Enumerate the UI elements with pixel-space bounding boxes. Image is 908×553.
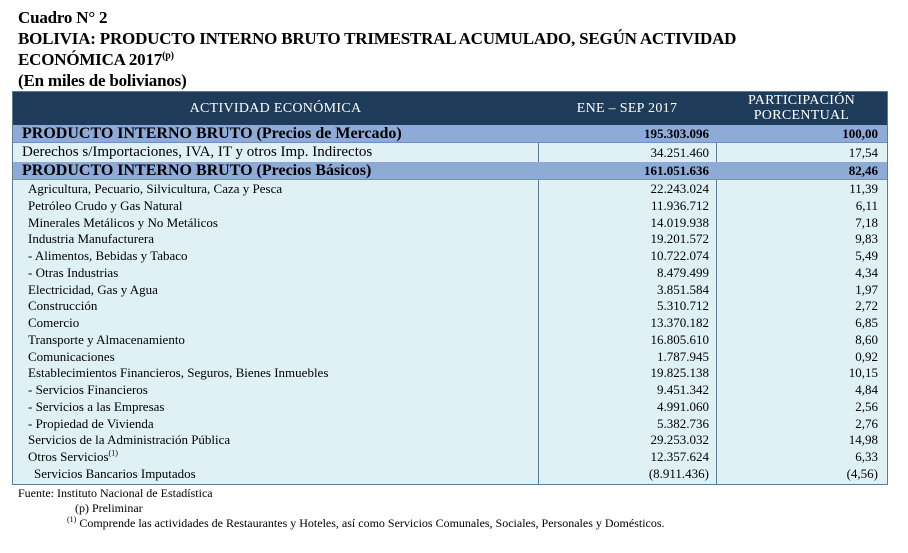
row-value: 22.243.024	[650, 181, 709, 196]
row-label: Petróleo Crudo y Gas Natural	[28, 197, 183, 213]
gdp-table	[12, 91, 888, 485]
table-units: (En miles de bolivianos)	[18, 71, 187, 90]
row-share: 82,46	[848, 163, 878, 178]
header-period: ENE – SEP 2017	[576, 101, 678, 116]
row-share: 9,83	[855, 231, 878, 247]
row-label: Comercio	[28, 315, 80, 330]
row-value: 19.201.572	[650, 231, 709, 247]
preliminary-mark: (p)	[162, 50, 174, 62]
row-label: Construcción	[28, 298, 98, 314]
row-label: - Servicios a las Empresas	[28, 398, 165, 414]
table-row	[13, 298, 887, 315]
row-value: 10.722.074	[650, 248, 709, 263]
row-value: 12.357.624	[650, 449, 709, 464]
row-label: Electricidad, Gas y Agua	[28, 281, 158, 297]
row-value: 1.787.945	[657, 348, 709, 364]
row-value: 5.382.736	[657, 415, 709, 431]
row-label: Establecimientos Financieros, Seguros, Bienes Inmuebles	[28, 365, 329, 381]
row-share: 100,00	[842, 126, 878, 141]
footnote-mark: (1)	[108, 448, 118, 458]
row-label: - Propiedad de Vivienda	[28, 415, 154, 431]
row-share: 6,33	[855, 449, 878, 464]
row-label: Servicios de la Administración Pública	[28, 432, 231, 448]
row-share: 7,18	[855, 214, 878, 230]
table-row	[13, 265, 887, 282]
row-label: PRODUCTO INTERNO BRUTO (Precios de Mercado)	[22, 125, 402, 142]
row-share: 2,76	[855, 415, 878, 431]
row-share: 0,92	[855, 348, 878, 364]
table-row	[13, 399, 887, 416]
row-share: 11,39	[849, 181, 878, 196]
row-share: (4,56)	[846, 465, 878, 481]
row-share: 6,85	[855, 315, 878, 330]
table-row	[13, 382, 887, 399]
table-row	[13, 332, 887, 349]
table-number: Cuadro N° 2	[18, 8, 108, 27]
row-value: 29.253.032	[650, 432, 709, 448]
row-share: 1,97	[855, 281, 878, 297]
preliminary-note: (p) Preliminar	[75, 501, 143, 515]
table-row	[13, 181, 887, 198]
row-share: 8,60	[855, 331, 878, 347]
table-row	[13, 349, 887, 366]
row-share: 2,56	[855, 398, 878, 414]
table-row	[13, 315, 887, 332]
table-title: BOLIVIA: PRODUCTO INTERNO BRUTO TRIMESTRAL ACUMULADO, SEGÚN ACTIVIDAD	[18, 29, 737, 48]
row-value: 19.825.138	[650, 365, 709, 381]
table-row-pib-market	[13, 125, 887, 143]
table-row	[13, 248, 887, 265]
table-title-continued: ECONÓMICA 2017$^{(p)}$	[18, 50, 174, 69]
row-label: - Servicios Financieros	[28, 382, 148, 397]
source-note: Fuente: Instituto Nacional de Estadística	[18, 486, 213, 500]
table-row-pib-basic	[13, 162, 887, 180]
row-value: 195.303.096	[644, 126, 709, 141]
row-value: 16.805.610	[650, 331, 709, 347]
row-label: Servicios Bancarios Imputados	[34, 465, 196, 481]
row-share: 5,49	[855, 248, 878, 263]
table-row	[13, 449, 887, 466]
row-value: 14.019.938	[650, 214, 709, 230]
table-row	[13, 198, 887, 215]
row-share: 10,15	[848, 365, 878, 381]
row-label: Industria Manufacturera	[28, 231, 154, 247]
row-value: 13.370.182	[650, 315, 709, 330]
table-row	[13, 365, 887, 382]
row-value: 9.451.342	[657, 382, 709, 397]
table-caption	[18, 7, 898, 91]
table-row	[13, 215, 887, 232]
row-share: 4,34	[855, 264, 878, 280]
row-value: 5.310.712	[657, 298, 709, 314]
row-value: 3.851.584	[657, 281, 709, 297]
row-value: 8.479.499	[657, 264, 709, 280]
table-row	[13, 231, 887, 248]
row-value: 4.991.060	[657, 398, 709, 414]
footnote: $^{(1)}$ Comprende las actividades de Restaurantes y Hoteles, así como Servicios Comunales, Sociales, Personales y Domésticos.	[67, 515, 665, 530]
row-label: Derechos s/Importaciones, IVA, IT y otros Imp. Indirectos	[22, 144, 373, 160]
header-activity: ACTIVIDAD ECONÓMICA	[189, 101, 362, 116]
row-label: Otros Servicios$^{(1)}$	[28, 448, 118, 464]
row-label: Minerales Metálicos y No Metálicos	[28, 214, 218, 230]
table-row-indirect-taxes	[13, 144, 887, 161]
table-row	[13, 466, 887, 483]
table-row	[13, 416, 887, 433]
row-label: PRODUCTO INTERNO BRUTO (Precios Básicos)	[22, 162, 372, 179]
row-label: Comunicaciones	[28, 348, 115, 364]
table-row	[13, 282, 887, 299]
row-share: 4,84	[855, 382, 878, 397]
row-value: (8.911.436)	[648, 465, 709, 481]
table-header	[13, 92, 887, 125]
row-label: Agricultura, Pecuario, Silvicultura, Caza y Pesca	[28, 181, 283, 196]
row-label: - Alimentos, Bebidas y Tabaco	[28, 248, 188, 263]
row-label: - Otras Industrias	[28, 264, 119, 280]
row-share: 17,54	[848, 145, 878, 160]
row-label: Transporte y Almacenamiento	[28, 331, 185, 347]
row-value: 34.251.460	[650, 145, 709, 160]
row-share: 14,98	[848, 432, 878, 448]
table-row	[13, 432, 887, 449]
row-share: 2,72	[855, 298, 878, 314]
header-share: PARTICIPACIÓN PORCENTUAL	[747, 93, 856, 123]
row-value: 161.051.636	[644, 163, 709, 178]
row-value: 11.936.712	[650, 197, 709, 213]
row-share: 6,11	[855, 197, 878, 213]
